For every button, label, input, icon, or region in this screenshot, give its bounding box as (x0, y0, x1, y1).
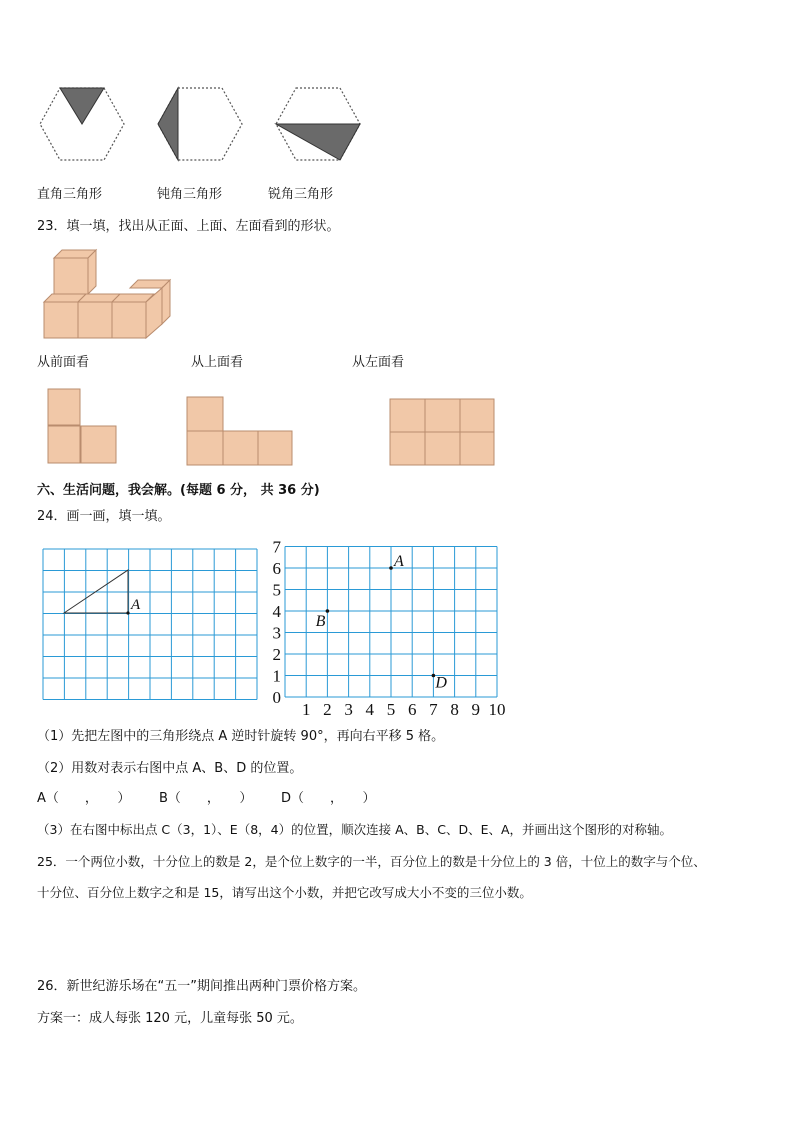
x-tick-label: 8 (450, 700, 459, 719)
y-tick-label: 5 (272, 580, 281, 600)
left-view-shape (389, 398, 495, 466)
y-tick-label: 3 (272, 623, 281, 643)
view-label-left: 从左面看 (352, 355, 405, 370)
q24-part2: （2）用数对表示右图中点 A、B、D 的位置。 (37, 761, 303, 776)
y-tick-label: 6 (272, 559, 281, 578)
q26-plan1: 方案一：成人每张 120 元，儿童每张 50 元。 (37, 1011, 303, 1026)
hexagon-label-right: 直角三角形 (37, 187, 103, 202)
point-a-dot (126, 611, 129, 614)
y-tick-label: 0 (272, 688, 281, 707)
q24-part1: （1）先把左图中的三角形绕点 A 逆时针旋转 90°，再向右平移 5 格。 (37, 729, 445, 744)
point-b-dot (326, 609, 330, 613)
q24-title: 24．画一画，填一填。 (37, 509, 171, 524)
point-d-label: D (435, 674, 447, 692)
hexagon-label-acute: 锐角三角形 (268, 187, 334, 202)
y-tick-label: 7 (272, 537, 281, 557)
x-tick-label: 2 (323, 700, 332, 719)
cube-stack-figure (40, 246, 170, 340)
point-b-label: B (315, 613, 326, 630)
view-label-front: 从前面看 (37, 355, 90, 370)
y-tick-label: 2 (272, 645, 281, 664)
x-tick-label: 5 (386, 700, 396, 719)
point-a-dot (389, 566, 393, 570)
x-tick-label: 3 (344, 700, 353, 719)
point-a-label: A (131, 597, 141, 613)
x-tick-label: 9 (471, 700, 481, 719)
hexagon-label-obtuse: 钝角三角形 (157, 187, 223, 202)
q24-part3: （3）在右图中标出点 C（3，1）、E（8，4）的位置，顺次连接 A、B、C、D、E、A，并画出这个图形的对称轴。 (37, 822, 673, 837)
x-tick-label: 10 (488, 700, 506, 719)
section6-heading: 六、生活问题，我会解。(每题 6 分， 共 36 分) (37, 483, 320, 498)
hexagon-obtuse-triangle (156, 86, 244, 162)
point-a-label: A (394, 553, 404, 570)
x-tick-label: 7 (429, 700, 438, 719)
x-tick-label: 4 (365, 700, 375, 719)
x-tick-label: 1 (301, 700, 311, 719)
q26-title: 26．新世纪游乐场在“五一”期间推出两种门票价格方案。 (37, 979, 367, 994)
view-label-top: 从上面看 (191, 355, 244, 370)
y-tick-label: 4 (272, 602, 281, 621)
blank-a[interactable]: A（ ， ） (37, 791, 131, 806)
top-view-shape (186, 396, 293, 466)
blank-d[interactable]: D（ ， ） (281, 791, 376, 806)
q25-line2: 十分位、百分位上数字之和是 15，请写出这个小数，并把它改写成大小不变的三位小数。 (37, 885, 532, 900)
front-view-shape (47, 388, 117, 464)
blank-b[interactable]: B（ ， ） (159, 791, 253, 806)
q23-title: 23．填一填，找出从正面、上面、左面看到的形状。 (37, 219, 340, 234)
q25-line1: 25．一个两位小数，十分位上的数是 2，是个位上数字的一半，百分位上的数是十分位上的 3 倍，十位上的数字与个位、 (37, 854, 706, 869)
coordinate-grid (270, 538, 510, 718)
left-grid (42, 548, 258, 700)
hexagon-acute-triangle (274, 86, 362, 162)
x-tick-label: 6 (407, 700, 417, 719)
hexagon-right-triangle (38, 86, 126, 162)
y-tick-label: 1 (272, 666, 281, 686)
